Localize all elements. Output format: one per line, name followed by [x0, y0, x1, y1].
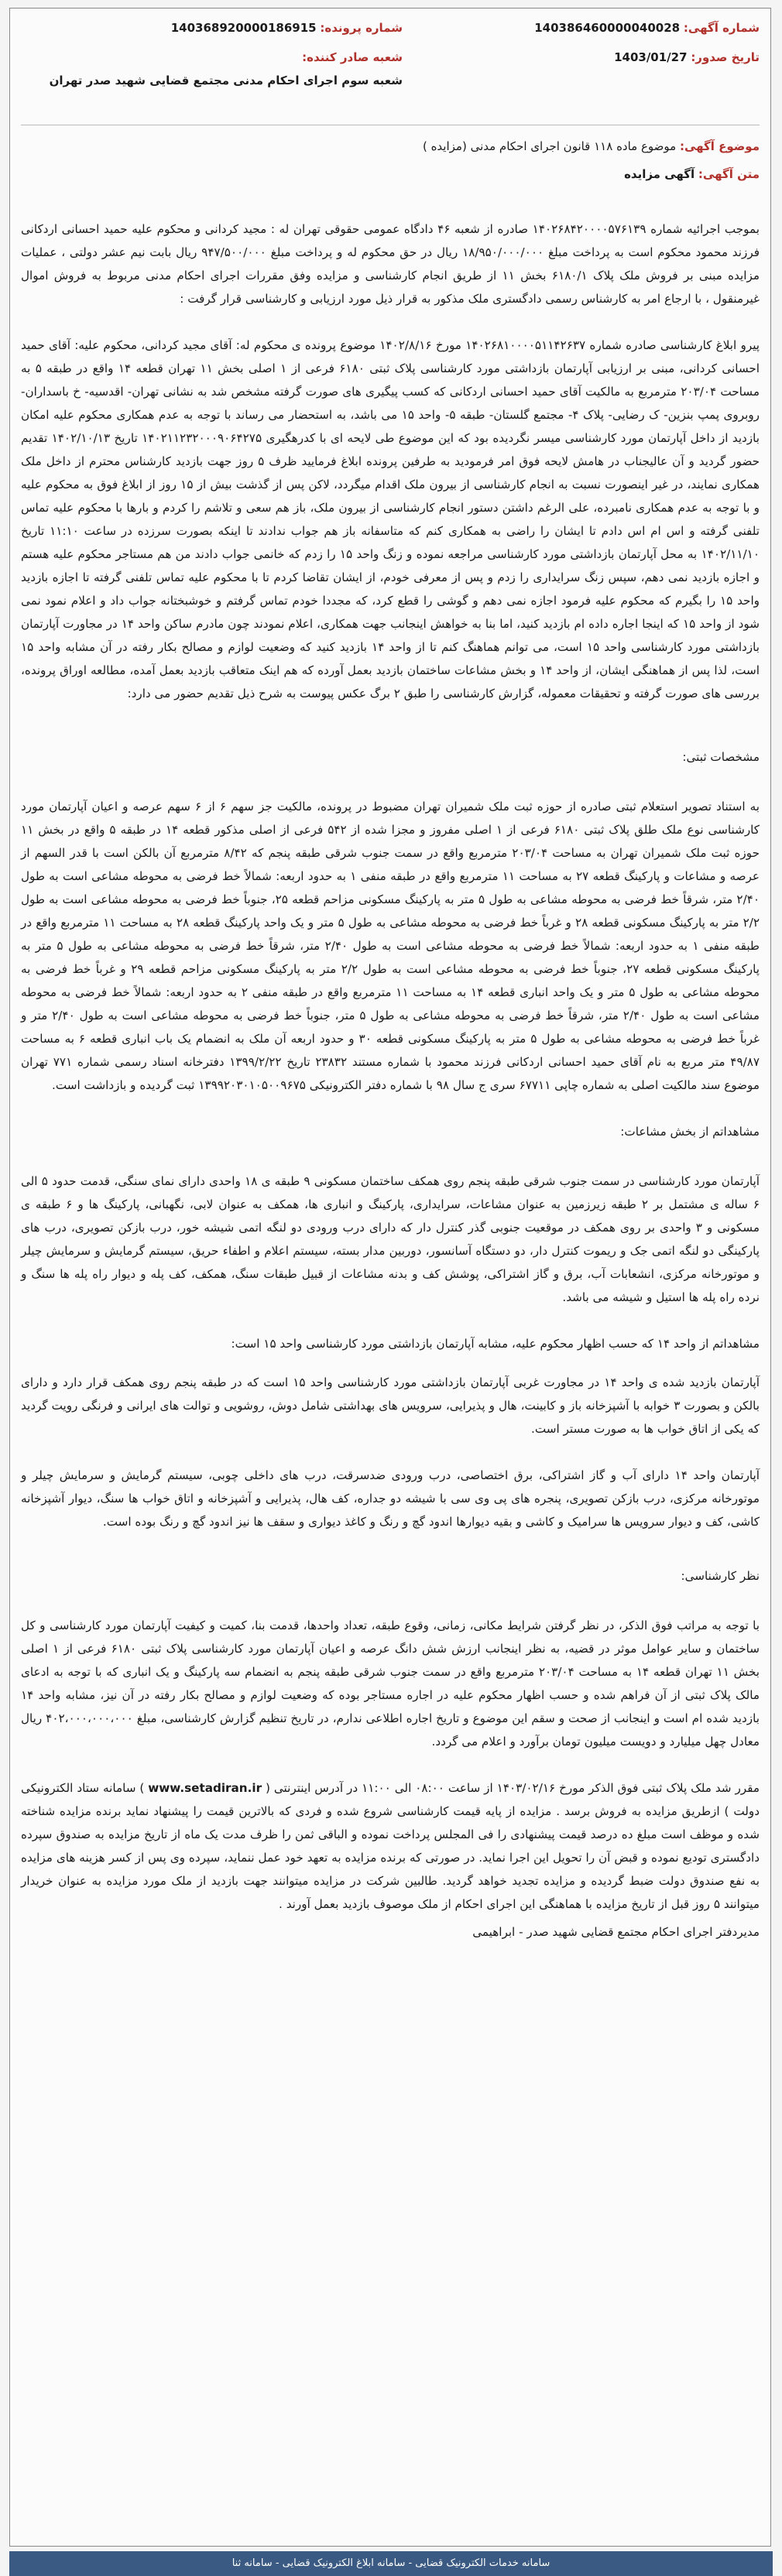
text-label: متن آگهی: — [698, 167, 760, 181]
paragraph-valuation: با توجه به مراتب فوق الذکر، در نظر گرفتن شرایط مکانی، زمانی، وقوع طبقه، تعداد واحدها، قدمت بنا، کمیت و کیفیت آپارتمان مورد کارشناسی و کل ساختمان و سایر عوامل موثر در قضیه، به نظر اینجانب ارزش شش دانگ عرصه و اعیان آپارتمان مورد کارشناسی پلاک ثبتی ۶۱۸۰ فرعی از ۱ اصلی بخش ۱۱ تهران قطعه ۱۴ به مساحت ۲۰۳/۰۴ مترمربع واقع در سمت جنوب شرقی طبقه پنجم به انضمام سه پارکینگ و یک انباری که با توجه به ادعای مالک پلاک ثبتی از آن فراهم شده و حسب اظهار محکوم علیه در اجاره مستاجر بوده که وضعیت لوازم و مصالح بکار رفته در آن نیز، مشابه واحد ۱۴ بازدید شده ام است و اینجانب از صحت و سقم این موضوع و تاریخ اجاره اطلاعی ندارم، در تاریخ تنظیم گزارش کارشناسی، مبلغ ۴۰۲،۰۰۰،۰۰۰،۰۰۰ ریال معادل چهل میلیارد و دویست میلیون تومان برآورد و اعلام می گردد. — [21, 1619, 760, 1749]
setadiran-link[interactable]: www.setadiran.ir — [148, 1781, 262, 1795]
section-registration-heading: مشخصات ثبتی: — [682, 750, 760, 764]
text-title: آگهی مزایده — [624, 167, 695, 181]
paragraph-auction — [21, 1776, 760, 1916]
file-number-row — [171, 15, 403, 41]
notice-number-row — [534, 15, 760, 41]
section-expert-opinion-heading: نظر کارشناسی: — [681, 1569, 760, 1583]
file-number-value: 140368920000186915 — [170, 21, 317, 35]
footer-bar — [9, 2551, 773, 2576]
issuer-label: شعبه صادر کننده: — [302, 50, 403, 64]
notice-number-label: شماره آگهی: — [683, 21, 760, 35]
section-common-areas-heading: مشاهداتم از بخش مشاعات: — [620, 1125, 760, 1139]
auction-text-start: مقرر شد ملک پلاک ثبتی فوق الذکر مورخ ۱۴۰۳/۰۲/۱۶ از ساعت ۰۸:۰۰ الی ۱۱:۰۰ در آدرس اینترنتی ( — [266, 1781, 760, 1795]
issuer-value: شعبه سوم اجرای احکام مدنی مجتمع قضایی شهید صدر تهران — [49, 74, 403, 87]
subject-label: موضوع آگهی: — [679, 139, 760, 153]
issue-date-row — [614, 44, 760, 70]
paragraph-unit14-intro: مشاهداتم از واحد ۱۴ که حسب اظهار محکوم علیه، مشابه آپارتمان بازداشتی مورد کارشناسی واحد ۱۵ است: — [231, 1337, 760, 1351]
auction-text-end: ) سامانه ستاد الکترونیکی دولت ) ازطریق مزایده به فروش برسد . مزایده از پایه قیمت کارشناسی شروع شده و فردی که بالاترین قیمت را پیشنهاد نماید برنده مزایده شناخته شده و موظف است مبلغ ده درصد قیمت پیشنهادی را فی المجلس پرداخت نموده و الباقی ثمن را ظرف مدت یک ماه از تاریخ مزایده به صندوق سپرده دادگستری تودیع نموده و قبض آن را تحویل این اجرا نماید. در صورتی که برنده مزایده به تعهد خود عمل ننماید، سپرده وی پس از کسر هزینه های مزایده به نفع صندوق دولت ضبط گردیده و مزایده تجدید خواهد گردید. طالبین شرکت در مزایده میتوانند جهت بازدید از ملک مورد مزایده به عنوان خریدار میتوانند ۵ روز قبل از تاریخ مزایده با هماهنگی این اجرای احکام از ملک موصوف بازدید بعمل آورند . — [21, 1781, 760, 1911]
signature: مدیردفتر اجرای احکام مجتمع قضایی شهید صدر - ابراهیمی — [472, 1925, 760, 1939]
paragraph-expert-report: پیرو ابلاغ کارشناسی صادره شماره ۱۴۰۲۶۸۱۰۰۰۰۵۱۱۴۲۶۳۷ مورخ ۱۴۰۲/۸/۱۶ موضوع پرونده ی محکوم له: آقای مجید کردانی، محکوم علیه: آقای حمید احسانی کردانی، مبنی بر ارزیابی آپارتمان بازداشتی مورد کارشناسی پلاک ثبتی ۶۱۸۰ فرعی از ۱ اصلی بخش ۱۱ تهران قطعه ۱۴ واقع در طبقه ۵ به مساحت ۲۰۳/۰۴ مترمربع به مالکیت آقای حمید احسانی اردکانی که کسب پیگیری های صورت گرفته مشخص شد به نشانی تهران- اقدسیه- خ باسداران- روبروی پمپ بنزین- ک رضایی- پلاک ۴- مجتمع گلستان- طبقه ۵- واحد ۱۵ می باشد، به استحضار می رساند با توجه به عدم همکاری محکوم علیه امکان بازدید از داخل آپارتمان مورد کارشناسی میسر نگردیده بود که این موضوع طی لایحه ای با کدرهگیری ۱۴۰۲۱۱۲۳۲۰۰۰۹۰۶۴۲۷۵ تاریخ ۱۴۰۲/۱۰/۱۳ تقدیم حضور گردید و آن عالیجناب در هامش لایحه فوق امر فرمودید به طرفین پرونده ابلاغ فرمایید ظرف ۵ روز جهت بازدید کارشناس محترم از داخل ملک همکاری نمایند، در غیر اینصورت نسبت به انجام کارشناسی از بیرون ملک اقدام میگردد، لاکن پس از گذشت بیش از ۱۵ روز از ابلاغ فوق به محکوم علیه و با توجه به عدم همکاری نامبرده، علی الرغم داشتن دستور انجام کارشناسی از بیرون ملک، باز هم سعی و تلاشم را کردم و بارها با محکوم علیه تماس تلفنی گرفته و اس ام اس دادم تا ایشان را راضی به همکاری کنم که متاسفانه باز هم جواب ندادند تا اینکه بصورت سرزده در ساعت ۱۱:۱۰ تاریخ ۱۴۰۲/۱۱/۱۰ به محل آپارتمان بازداشتی مورد کارشناسی مراجعه نموده و زنگ واحد ۱۵ را زدم که خانمی جواب دادند من هم مستاجر محکوم علیه هستم و اجازه بازدید نمی دهم، سپس زنگ سرایداری را زدم و پس از معرفی خودم، از ایشان تقاضا کردم تا با محکوم علیه تماس تلفنی گرفته تا اجازه بازدید واحد ۱۵ را بگیرم که محکوم علیه فرمود اجازه نمی دهم و گوشی را قطع کرد، که مجددا خودم تماس گرفتم و خوشبختانه جواب داد و اعلام نمود نمی شود از واحد ۱۵ که اینجا اجاره داده ام بازدید کنید، اما بنا به خواهش اینجانب جهت همکاری، اعلام نمودند چون مادرم ساکن واحد ۱۴ در مجاورت آپارتمان بازداشتی مورد کارشناسی واحد ۱۵ است، می توانم هماهنگ کنم تا از واحد ۱۴ بازدید کنید که وضعیت لوازم و مصالح بکار رفته در آن مشابه واحد ۱۵ است، لذا پس از هماهنگی ایشان، از واحد ۱۴ و بخش مشاعات ساختمان بازدید بعمل آورده که هم اینک متعاقب بازدید بعمل آمده، مطالعه اوراق پرونده، بررسی های صورت گرفته و تحقیقات معموله، گزارش کارشناسی را طبق ۲ برگ عکس پیوست به شرح ذیل تقدیم حضور می دارد: — [21, 338, 760, 701]
issue-date-value: 1403/01/27 — [614, 50, 688, 64]
paragraph-execution-order: بموجب اجرائیه شماره ۱۴۰۲۶۸۴۲۰۰۰۰۵۷۶۱۳۹ صادره از شعبه ۴۶ دادگاه عمومی حقوقی تهران له : مجید کردانی و محکوم علیه حمید احسانی اردکانی فرزند محمود محکوم است به پرداخت مبلغ ۱۸/۹۵۰/۰۰۰/۰۰۰ ریال در حق محکوم له و پرداخت مبلغ ۹۴۷/۵۰۰/۰۰۰ ریال بابت نیم عشر دولتی ، عملیات مزایده مبنی بر فروش ملک پلاک ۶۱۸۰/۱ بخش ۱۱ از طریق انجام کارشناسی و مزایده وفق مقررات اجرای احکام مدنی مربوط به فروش اموال غیرمنقول ، با ارجاع امر به کارشناس رسمی دادگستری ملک مذکور به قرار ذیل مورد ارزیابی و کارشناسی قرار گرفت : — [21, 222, 760, 306]
notice-document — [9, 8, 771, 2547]
notice-text-header — [624, 163, 760, 185]
paragraph-common-areas: آپارتمان مورد کارشناسی در سمت جنوب شرقی طبقه پنجم روی همکف ساختمان مسکونی ۹ طبقه ی ۱۸ واحدی دارای نمای سنگی، قدمت حدود ۵ الی ۶ ساله ی مشتمل بر ۲ طبقه زیرزمین به عنوان مشاعات، سرایداری، پارکینگ و انباری ها، همکف به عنوان لابی، نگهبانی، پارکینگ ها و ۶ طبقه ی مسکونی و ۳ واحدی بر روی همکف در موقعیت جنوبی گذر کنترل دار که دارای درب ورودی دو لنگه اتمی شیشه خور، درب بازکن تصویری، درب های پارکینگی دو لنگه اتمی جک و ریموت کنترل دار، دو دستگاه آسانسور، دوربین مدار بسته، سیستم اعلام و اطفاء حریق، سیستم گرمایش و سرمایش چیلر و موتورخانه مرکزی، انشعابات آب، برق و گاز اشتراکی، پوشش کف و بدنه مشاعات از قبیل طبقات سنگ، همکف، کف پله و دیوار راه پله ها سنگ و نرده راه پله ها استیل و شیشه می باشد. — [21, 1174, 760, 1304]
file-number-label: شماره پرونده: — [320, 21, 403, 35]
paragraph-registration: به استناد تصویر استعلام ثبتی صادره از حوزه ثبت ملک شمیران تهران مضبوط در پرونده، مالکیت جز سهم ۶ از ۶ سهم عرصه و اعیان آپارتمان مورد کارشناسی نوع ملک طلق پلاک ثبتی ۶۱۸۰ فرعی از ۱ اصلی مفروز و مجزا شده از ۵۴۲ فرعی از اصلی مذکور قطعه ۱۴ در طبقه ۵ واقع در بخش ۱۱ حوزه ثبت ملک شمیران تهران به مساحت ۲۰۳/۰۴ مترمربع واقع در سمت جنوب شرقی طبقه پنجم که ۸/۴۲ مترمربع آن بالکن است با قدر السهم از عرصه و مشاعات و پارکینگ قطعه ۲۷ به مساحت ۱۱ مترمربع واقع در طبقه منفی ۱ به حدود اربعه: شمالاً خط فرضی به محوطه مشاعی است به طول ۲/۴۰ متر، شرقاً خط فرضی به محوطه مشاعی به طول ۵ متر به پارکینگ مسکونی مزاحم قطعه ۲۵، جنوباً خط فرضی به محوطه مشاعی است به طول ۲/۲ متر به پارکینگ مسکونی قطعه ۲۸ و غرباً خط فرضی به محوطه مشاعی به طول ۵ متر و یک واحد پارکینگ قطعه ۲۸ به مساحت ۱۱ مترمربع واقع در طبقه منفی ۱ به حدود اربعه: شمالاً خط فرضی به محوطه مشاعی است به طول ۲/۴۰ متر، شرقاً خط فرضی به محوطه مشاعی به طول ۵ متر به پارکینگ مسکونی قطعه ۲۷، جنوباً خط فرضی به محوطه مشاعی است به طول ۲/۲ متر به پارکینگ مسکونی مزاحم قطعه ۲۹ و غرباً خط فرضی به محوطه مشاعی به طول ۵ متر و یک واحد انباری قطعه ۱۴ به مساحت ۱۱ مترمربع واقع در طبقه منفی ۲ به حدود اربعه: شمالاً خط فرضی به محوطه مشاعی است به طول ۲/۴۰ متر، شرقاً خط فرضی به محوطه مشاعی به طول ۵ متر، جنوباً خط فرضی به محوطه مشاعی است به طول ۲/۴۰ متر و غرباً خط فرضی به محوطه مشاعی به طول ۵ متر به پارکینگ مسکونی قطعه ۳۰ و حدود اربعه آن ملک به انضمام یک باب انباری قطعه ۶ به مساحت ۴۹/۸۷ متر مربع به نام آقای حمید احسانی اردکانی فرزند محمود با شماره مستند ۲۳۸۳۲ تاریخ ۱۳۹۹/۲/۲۲ دفترخانه اسناد رسمی شماره ۷۷۱ تهران موضوع سند مالکیت اصلی به شماره چاپی ۶۷۷۱۱ سری ج سال ۹۸ با شماره دفتر الکترونیکی ۱۳۹۹۲۰۳۰۱۰۵۰۰۹۶۷۵ ثبت گردیده و بازداشت است. — [21, 800, 760, 1092]
notice-body — [21, 218, 760, 1967]
footer-text: سامانه خدمات الکترونیک قضایی - سامانه ابلاغ الکترونیک قضایی - سامانه ثنا — [232, 2557, 550, 2569]
issue-date-label: تاریخ صدور: — [691, 50, 760, 64]
notice-subject — [423, 135, 760, 157]
paragraph-unit14-layout: آپارتمان بازدید شده ی واحد ۱۴ در مجاورت غربی آپارتمان بازداشتی مورد کارشناسی واحد ۱۵ است که در طبقه پنجم روی همکف قرار دارد و دارای بالکن و بصورت ۳ خوابه با آشپزخانه باز و کابینت، هال و پذیرایی، سرویس های بهداشتی شامل دوش، روشویی و توالت های ایرانی و فرنگی رویت گردید که یکی از اتاق خواب ها به صورت مستر است. — [21, 1375, 760, 1436]
paragraph-unit14-features: آپارتمان واحد ۱۴ دارای آب و گاز اشتراکی، برق اختصاصی، درب ورودی ضدسرقت، درب های داخلی چوبی، سیستم گرمایش و سرمایش چیلر و موتورخانه مرکزی، درب بازکن تصویری، پنجره های پی وی سی با شیشه دو جداره، کف هال، پذیرایی و آشپزخانه و اتاق خواب ها سنگ، دیوار آشپزخانه کاشی، کف و دیوار سرویس ها سرامیک و کاشی و بقیه دیوارها اندود گچ و رنگ و کاغذ دیواری و سقف ها نیز اندود گچ و رنگ بوده است. — [21, 1468, 760, 1529]
subject-value: موضوع ماده ۱۱۸ قانون اجرای احکام مدنی (مزایده ) — [422, 139, 677, 153]
notice-number-value: 140386460000040028 — [534, 21, 681, 35]
issuer-row — [302, 44, 403, 70]
